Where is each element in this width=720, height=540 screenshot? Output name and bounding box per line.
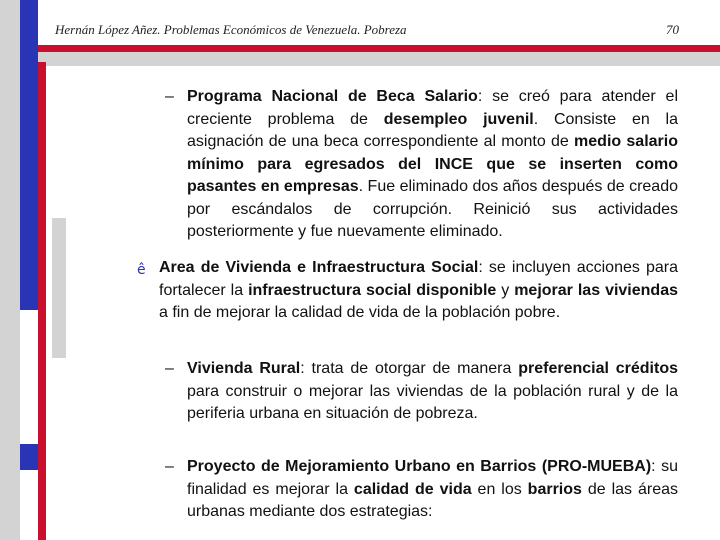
page-header-title: Hernán López Añez. Problemas Económicos de Venezuela. Pobreza bbox=[55, 22, 407, 37]
dash-bullet: – bbox=[165, 458, 174, 475]
list-item-vivienda-infraestructura: ê Area de Vivienda e Infraestructura Social: se incluyen acciones para fortalecer la infraestructura social disponible y mejorar las viviendas a fin de mejorar la calidad de vida de la población pobre. bbox=[137, 259, 678, 321]
arrow-bullet-icon: ê bbox=[137, 262, 146, 278]
decorative-grey-horizontal-bar bbox=[38, 52, 720, 66]
decorative-red-vertical-line bbox=[38, 62, 46, 540]
decorative-blue-block bbox=[20, 444, 38, 470]
list-item-promueba: – Proyecto de Mejoramiento Urbano en Barrios (PRO-MUEBA): su finalidad es mejorar la calidad de vida en los barrios de las áreas urbanas mediante dos estrategias: bbox=[165, 458, 678, 520]
decorative-blue-bar bbox=[20, 0, 38, 310]
item-heading: Proyecto de Mejoramiento Urbano en Barrios (PRO-MUEBA) bbox=[187, 458, 652, 475]
decorative-grey-vertical-bar bbox=[0, 0, 20, 540]
item-heading: Area de Vivienda e Infraestructura Social bbox=[159, 259, 479, 276]
decorative-grey-side-bar bbox=[52, 218, 66, 358]
decorative-red-horizontal-line bbox=[38, 45, 720, 52]
list-item-vivienda-rural: – Vivienda Rural: trata de otorgar de manera preferencial créditos para construir o mejorar las viviendas de la población rural y de la periferia urbana en situación de pobreza. bbox=[165, 360, 678, 422]
item-heading: Programa Nacional de Beca Salario bbox=[187, 88, 478, 105]
dash-bullet: – bbox=[165, 88, 174, 105]
page-number: 70 bbox=[666, 22, 679, 37]
item-heading: Vivienda Rural bbox=[187, 360, 301, 377]
dash-bullet: – bbox=[165, 360, 174, 377]
list-item-beca-salario: – Programa Nacional de Beca Salario: se creó para atender el creciente problema de desempleo juvenil. Consiste en la asignación de una beca correspondiente al monto de medio salario mínimo para egresados del INCE que se inserten como pasantes en empresas. Fue eliminado dos años después de creado por escándalos de corrupción. Reinició sus actividades posteriormente y fue nuevamente eliminado. bbox=[165, 88, 678, 240]
